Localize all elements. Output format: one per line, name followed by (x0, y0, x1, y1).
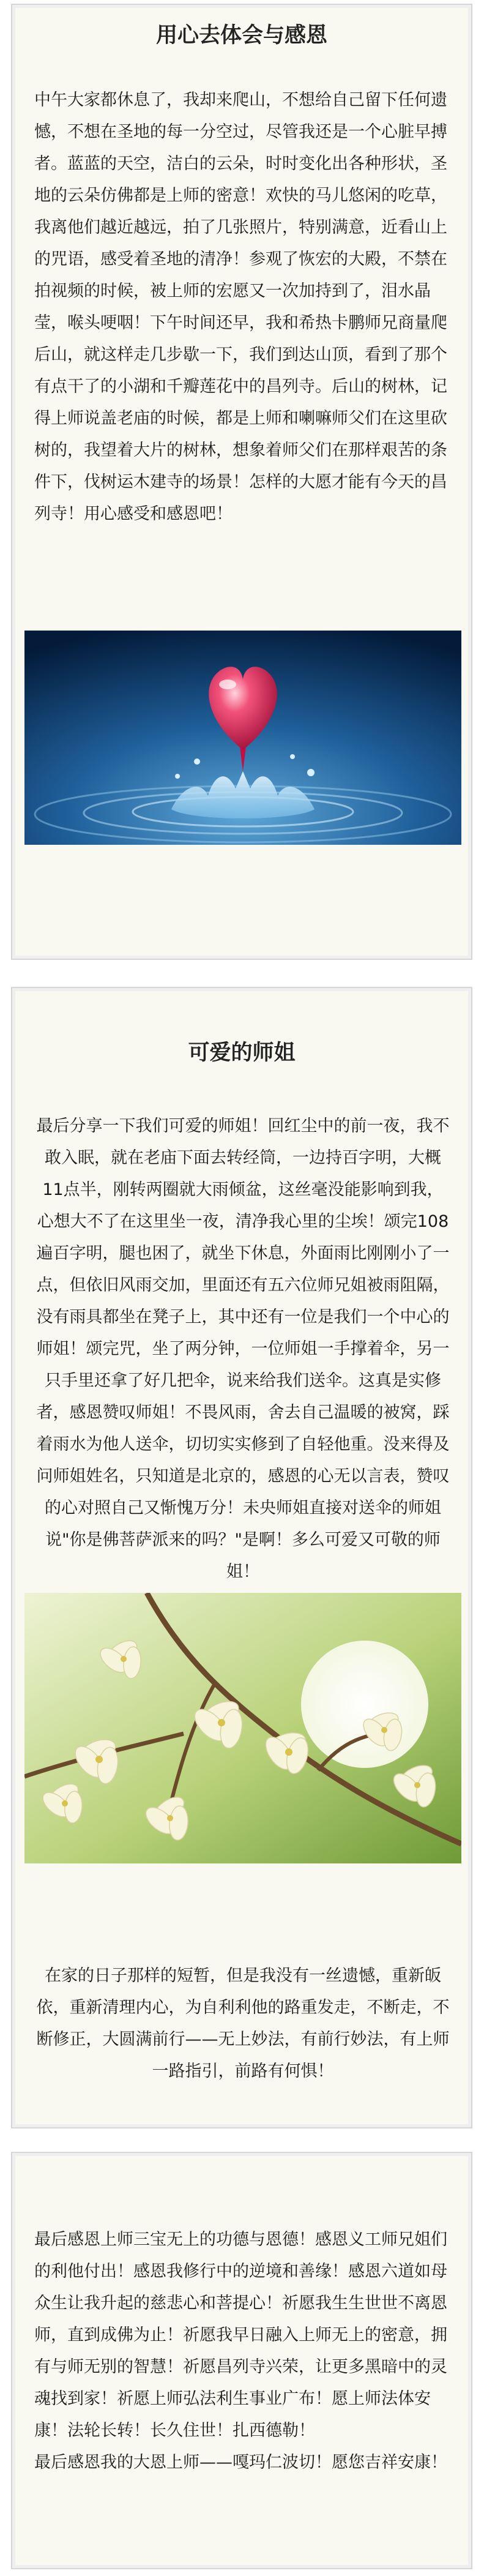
section-title: 用心去体会与感恩 (155, 23, 327, 48)
article-card-1 (11, 4, 472, 960)
section-paragraph-2: 在家的日子那样的短暂，但是我没有一丝遗憾，重新皈依，重新清理内心，为自利利他的路重发走，不断走，不断修正，大圆满前行——无上妙法，有前行妙法，有上师一路指引，前路有何惧！ (36, 1966, 450, 2081)
article-card-3 (11, 2152, 472, 2569)
section-paragraph: 最后分享一下我们可爱的师姐！回红尘中的前一夜，我不敢入眠，就在老庙下面去转经筒，一边持百字明，大概11点半，刚转两圈就大雨倾盆，这丝毫没能影响到我，心想大不了在这里坐一夜，清净我心里的尘埃！颂完108遍百字明，腿也困了，就坐下休息，外面雨比刚刚小了一点，但依旧风雨交加，里面还有五六位师兄姐被雨阻隔，没有雨具都坐在凳子上，其中还有一位是我们一个中心的师姐！颂完咒，坐了两分钟，一位师姐一手撑着伞，另一只手里还拿了好几把伞，说来给我们送伞。这真是实修者，感恩赞叹师姐！不畏风雨，舍去自己温暖的被窝，踩着雨水为他人送伞，切切实实修到了自轻他重。没来得及问师姐姓名，只知道是北京的，感恩的心无以言表，赞叹的心对照自己又惭愧万分！未央师姐直接对送伞的师姐说"你是佛菩萨派来的吗？"是啊！多么可爱又可敬的师姐！ (36, 1117, 450, 1581)
article-card-2 (11, 987, 472, 2129)
section-title: 可爱的师姐 (188, 1041, 296, 1065)
section-paragraph: 最后感恩上师三宝无上的功德与恩德！感恩义工师兄姐们的利他付出！感恩我修行中的逆境和善缘！感恩六道如母众生让我升起的慈悲心和菩提心！祈愿我生生世世不离恩师，直到成佛为止！祈愿我早日融入上师无上的密意，拥有与师无别的智慧！祈愿昌列寺兴荣，让更多黑暗中的灵魂找到家！祈愿上师弘法利生事业广布！愿上师法体安康！法轮长转！长久住世！扎西德勒！ 最后感恩我的大恩上师——嘎玛仁波切！愿您吉祥安康！ (34, 2230, 447, 2472)
heart-water-drop-image (24, 631, 461, 845)
section-paragraph: 中午大家都休息了，我却来爬山，不想给自己留下任何遗憾，不想在圣地的每一分空过，尽管我还是一个心脏早搏者。蓝蓝的天空，洁白的云朵，时时变化出各种形状，圣地的云朵仿佛都是上师的密意！欢快的马儿悠闲的吃草，我离他们越近越远，拍了几张照片，特别满意，近看山上的咒语，感受着圣地的清净！参观了恢宏的大殿，不禁在拍视频的时候，被上师的宏愿又一次加持到了，泪水晶莹，喉头哽咽！下午时间还早，我和希热卡鹏师兄商量爬后山，就这样走几步歇一下，我们到达山顶，看到了那个有点干了的小湖和千瓣莲花中的昌列寺。后山的树林，记得上师说盖老庙的时候，都是上师和喇嘛师父们在这里砍树的，我望着大片的树林，想象着师父们在那样艰苦的条件下，伐树运木建寺的场景！怎样的大愿才能有今天的昌列寺！用心感受和感恩吧！ (34, 91, 447, 523)
magnolia-flowers-image (24, 1593, 461, 1863)
